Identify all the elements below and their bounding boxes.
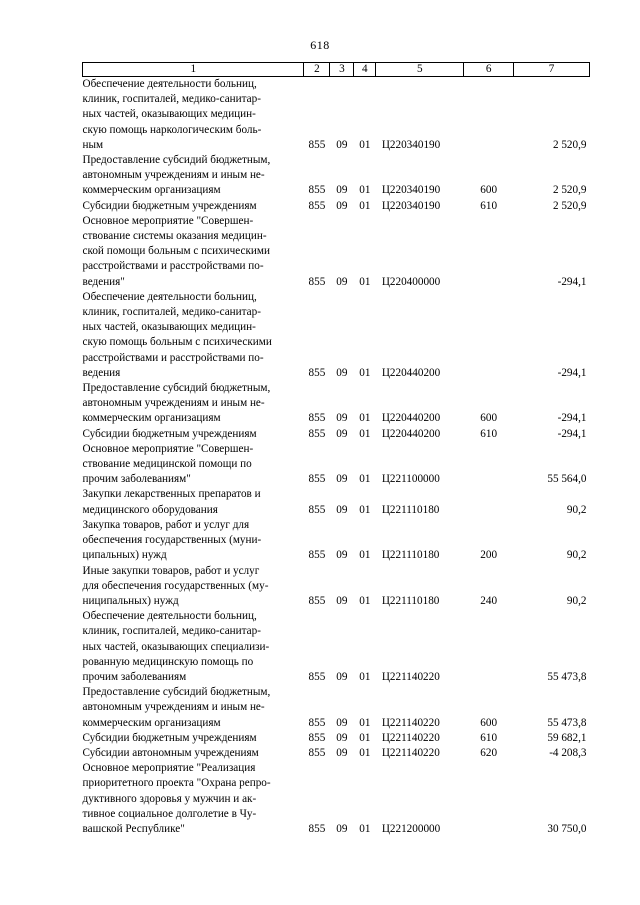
row-amount: 90,2 [566, 549, 587, 562]
row-ministry-code: 855 [308, 427, 326, 440]
row-amount: 30 750,0 [547, 822, 587, 835]
row-amount: 2 520,9 [552, 184, 587, 197]
row-amount: 90,2 [566, 594, 587, 607]
row-name-line: расстройствами и расстройствами по- [82, 351, 264, 364]
row-amount: -294,1 [557, 412, 587, 425]
row-subsection-code: 01 [359, 138, 371, 151]
row-name-line: Основное мероприятие "Совершен- [82, 214, 254, 227]
row-subsection-code: 01 [359, 731, 371, 744]
row-section-code: 09 [336, 822, 348, 835]
row-subsection-code: 01 [359, 366, 371, 379]
row-name-line: ской помощи больным с психическими [82, 245, 270, 258]
row-section-code: 09 [336, 138, 348, 151]
column-header-target-code: 5 [376, 63, 464, 77]
row-name-line: ниципальных) нужд [82, 594, 179, 607]
row-target-code: Ц220400000 [381, 275, 441, 288]
table-row [83, 518, 590, 564]
row-expense-type [464, 290, 514, 381]
row-section-code: 09 [336, 184, 348, 197]
row-section-code: 09 [336, 275, 348, 288]
row-name-line: Предоставление субсидий бюджетным, [82, 686, 271, 699]
column-header-ministry: 2 [304, 63, 330, 77]
column-header-section: 3 [330, 63, 354, 77]
table-row [83, 77, 590, 154]
row-name-line: Субсидии автономным учреждениям [82, 746, 259, 759]
row-name [83, 381, 304, 427]
row-expense-type: 610 [480, 427, 498, 440]
row-ministry-code: 855 [308, 184, 326, 197]
row-name [83, 685, 304, 731]
row-ministry-code: 855 [308, 412, 326, 425]
row-name [83, 746, 304, 761]
row-target-code: Ц220340190 [381, 199, 441, 212]
row-ministry-code: 855 [308, 746, 326, 759]
table-row [83, 609, 590, 685]
row-name-line: Обеспечение деятельности больниц, [82, 610, 257, 623]
row-subsection-code: 01 [359, 746, 371, 759]
row-name-line: клиник, госпиталей, медико-санитар- [82, 93, 261, 106]
row-ministry-code: 855 [308, 199, 326, 212]
row-name-line: клиник, госпиталей, медико-санитар- [82, 625, 261, 638]
header-row [83, 63, 590, 77]
row-ministry-code: 855 [308, 366, 326, 379]
row-target-code: Ц221110180 [381, 594, 440, 607]
row-target-code: Ц221140220 [381, 731, 440, 744]
row-expense-type [464, 487, 514, 517]
row-subsection-code: 01 [359, 412, 371, 425]
row-ministry-code: 855 [308, 716, 326, 729]
row-section-code: 09 [336, 731, 348, 744]
row-subsection-code: 01 [359, 275, 371, 288]
row-name-line: Субсидии бюджетным учреждениям [82, 199, 257, 212]
row-name-line: тивное социальное долголетие в Чу- [82, 807, 257, 820]
row-name [83, 487, 304, 517]
row-name-line: Иные закупки товаров, работ и услуг [82, 564, 260, 577]
row-section-code: 09 [336, 199, 348, 212]
row-name-line: скую помощь больным с психическими [82, 336, 272, 349]
row-subsection-code: 01 [359, 427, 371, 440]
row-subsection-code: 01 [359, 670, 371, 683]
row-section-code: 09 [336, 716, 348, 729]
row-target-code: Ц220440200 [381, 366, 441, 379]
row-subsection-code: 01 [359, 549, 371, 562]
row-name-line: обеспечения государственных (муни- [82, 534, 262, 547]
row-amount: 55 564,0 [547, 473, 587, 486]
row-name [83, 518, 304, 564]
row-expense-type: 610 [480, 731, 498, 744]
row-expense-type: 620 [480, 746, 498, 759]
row-name-line: автономным учреждениям и иным не- [82, 397, 265, 410]
row-section-code: 09 [336, 473, 348, 486]
row-name [83, 427, 304, 442]
row-target-code: Ц221110180 [381, 549, 440, 562]
page-number: 618 [310, 38, 330, 52]
table-row [83, 761, 590, 837]
row-name [83, 214, 304, 290]
row-name-line: прочим заболеваниям" [82, 473, 191, 486]
row-name-line: клиник, госпиталей, медико-санитар- [82, 306, 261, 319]
table-row [83, 564, 590, 610]
column-header-subsection: 4 [354, 63, 376, 77]
row-name-line: Субсидии бюджетным учреждениям [82, 427, 257, 440]
row-amount: 90,2 [566, 503, 587, 516]
row-target-code: Ц220340190 [381, 138, 441, 151]
row-name [83, 442, 304, 488]
row-ministry-code: 855 [308, 275, 326, 288]
column-header-name: 1 [83, 63, 304, 77]
table-row [83, 427, 590, 442]
table-header [83, 63, 590, 77]
row-name-line: Основное мероприятие "Совершен- [82, 442, 254, 455]
row-amount: 55 473,8 [547, 670, 587, 683]
row-target-code: Ц221140220 [381, 670, 440, 683]
row-name-line: коммерческим организациям [82, 184, 221, 197]
row-name-line: ных частей, оказывающих специализи- [82, 640, 270, 653]
row-ministry-code: 855 [308, 670, 326, 683]
row-name-line: ных частей, оказывающих медицин- [82, 108, 256, 121]
table-row [83, 199, 590, 214]
row-amount: 2 520,9 [552, 138, 587, 151]
table-row [83, 214, 590, 290]
row-ministry-code: 855 [308, 503, 326, 516]
row-name-line: скую помощь наркологическим боль- [82, 123, 262, 136]
row-name-line: дуктивного здоровья у мужчин и ак- [82, 792, 257, 805]
row-amount: -4 208,3 [549, 746, 587, 759]
row-ministry-code: 855 [308, 594, 326, 607]
row-section-code: 09 [336, 503, 348, 516]
row-name-line: Обеспечение деятельности больниц, [82, 290, 257, 303]
row-target-code: Ц221140220 [381, 716, 440, 729]
row-target-code: Ц221110180 [381, 503, 440, 516]
row-name-line: прочим заболеваниям [82, 670, 187, 683]
row-target-code: Ц221100000 [381, 473, 440, 486]
row-name-line: вашской Республике" [82, 822, 185, 835]
row-expense-type [464, 761, 514, 837]
row-ministry-code: 855 [308, 731, 326, 744]
table-row [83, 442, 590, 488]
column-header-expense-type: 6 [464, 63, 514, 77]
row-name-line: Основное мероприятие "Реализация [82, 762, 256, 775]
row-section-code: 09 [336, 412, 348, 425]
row-name-line: ствование медицинской помощи по [82, 458, 252, 471]
row-subsection-code: 01 [359, 184, 371, 197]
table-row [83, 746, 590, 761]
row-amount: 55 473,8 [547, 716, 587, 729]
table-row [83, 153, 590, 199]
row-name-line: Закупка товаров, работ и услуг для [82, 518, 250, 531]
column-header-amount: 7 [514, 63, 590, 77]
row-name-line: автономным учреждениям и иным не- [82, 701, 265, 714]
row-name-line: расстройствами и расстройствами по- [82, 260, 264, 273]
row-name-line: для обеспечения государственных (му- [82, 579, 269, 592]
row-expense-type [464, 442, 514, 488]
row-expense-type: 610 [480, 199, 498, 212]
row-target-code: Ц220340190 [381, 184, 441, 197]
row-ministry-code: 855 [308, 822, 326, 835]
table-body [83, 77, 590, 838]
row-section-code: 09 [336, 549, 348, 562]
row-name-line: приоритетного проекта "Охрана репро- [82, 777, 271, 790]
row-ministry-code: 855 [308, 138, 326, 151]
row-amount: -294,1 [557, 366, 587, 379]
table-row [83, 381, 590, 427]
row-expense-type [464, 214, 514, 290]
row-subsection-code: 01 [359, 473, 371, 486]
row-name-line: ствование системы оказания медицин- [82, 230, 267, 243]
row-target-code: Ц220440200 [381, 412, 441, 425]
row-name-line: Предоставление субсидий бюджетным, [82, 382, 271, 395]
row-target-code: Ц221140220 [381, 746, 440, 759]
row-amount: 59 682,1 [547, 731, 587, 744]
row-name-line: ным [82, 138, 104, 151]
row-section-code: 09 [336, 746, 348, 759]
row-amount: 2 520,9 [552, 199, 587, 212]
row-name [83, 761, 304, 837]
row-subsection-code: 01 [359, 716, 371, 729]
row-name-line: коммерческим организациям [82, 716, 221, 729]
row-subsection-code: 01 [359, 503, 371, 516]
row-ministry-code: 855 [308, 473, 326, 486]
row-amount: -294,1 [557, 275, 587, 288]
row-name-line: ведения [82, 366, 121, 379]
row-subsection-code: 01 [359, 822, 371, 835]
row-name [83, 609, 304, 685]
row-section-code: 09 [336, 427, 348, 440]
row-section-code: 09 [336, 366, 348, 379]
row-name [83, 731, 304, 746]
row-name [83, 77, 304, 154]
row-expense-type: 600 [480, 184, 498, 197]
row-expense-type: 200 [480, 549, 498, 562]
row-subsection-code: 01 [359, 594, 371, 607]
row-name-line: медицинского оборудования [82, 503, 218, 516]
row-section-code: 09 [336, 594, 348, 607]
row-name-line: Обеспечение деятельности больниц, [82, 78, 257, 90]
row-name [83, 153, 304, 199]
row-target-code: Ц220440200 [381, 427, 441, 440]
row-expense-type [464, 609, 514, 685]
row-expense-type: 240 [480, 594, 498, 607]
budget-table [82, 62, 590, 837]
row-expense-type: 600 [480, 412, 498, 425]
row-expense-type [464, 77, 514, 154]
row-name [83, 290, 304, 381]
row-name [83, 199, 304, 214]
row-target-code: Ц221200000 [381, 822, 441, 835]
row-name-line: коммерческим организациям [82, 412, 221, 425]
row-name-line: ных частей, оказывающих медицин- [82, 321, 256, 334]
row-name-line: ципальных) нужд [82, 549, 167, 562]
row-name-line: Закупки лекарственных препаратов и [82, 488, 261, 501]
table-row [83, 731, 590, 746]
row-name-line: Субсидии бюджетным учреждениям [82, 731, 257, 744]
row-ministry-code: 855 [308, 549, 326, 562]
table-row [83, 685, 590, 731]
row-subsection-code: 01 [359, 199, 371, 212]
table-row [83, 290, 590, 381]
row-name-line: ведения" [82, 275, 125, 288]
row-section-code: 09 [336, 670, 348, 683]
row-name [83, 564, 304, 610]
row-name-line: автономным учреждениям и иным не- [82, 169, 265, 182]
row-amount: -294,1 [557, 427, 587, 440]
table-row [83, 487, 590, 517]
row-name-line: рованную медицинскую помощь по [82, 655, 254, 668]
row-name-line: Предоставление субсидий бюджетным, [82, 154, 271, 167]
row-expense-type: 600 [480, 716, 498, 729]
